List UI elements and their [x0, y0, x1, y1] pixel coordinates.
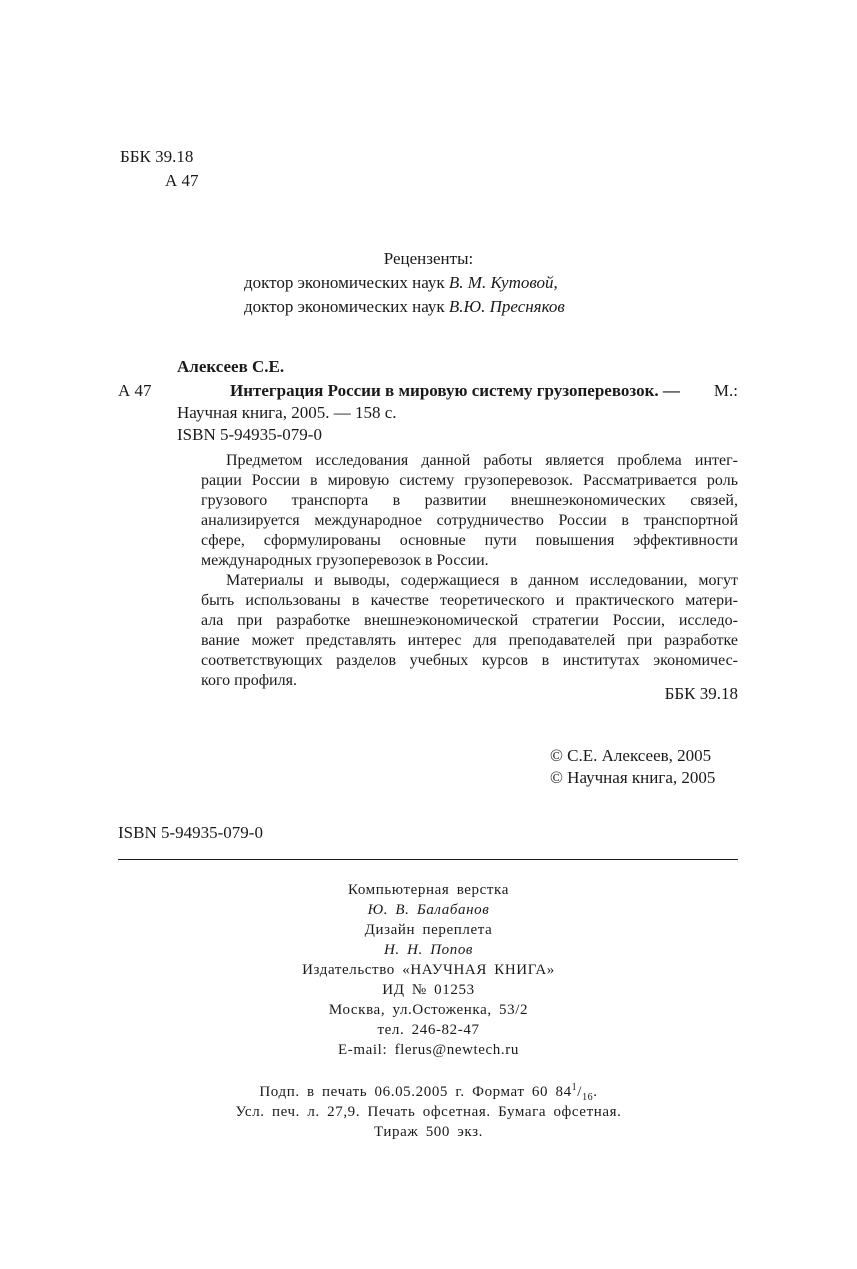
abstract-line: ала при разработке внешнеэкономической стратегии России, исследо-: [201, 612, 738, 629]
publisher-address: Москва, ул.Остоженка, 53/2: [328, 1002, 529, 1018]
design-label: Дизайн переплета: [364, 922, 493, 938]
copyright-block: [550, 745, 715, 789]
circulation: Тираж 500 экз.: [374, 1124, 483, 1140]
isbn-bottom: ISBN 5-94935-079-0: [118, 823, 263, 842]
abstract-line: анализируется международное сотрудничество России в транспортной: [201, 512, 738, 529]
abstract-line: быть использованы в качестве теоретического и практического матери-: [201, 592, 738, 609]
book-title-line: [230, 380, 738, 402]
divider: [118, 859, 738, 860]
publication-city: М.:: [713, 381, 738, 400]
format-sup: 1: [571, 1082, 578, 1093]
layout-person: Ю. В. Балабанов: [367, 902, 490, 918]
print-signed-text: Подп. в печать 06.05.2005 г. Формат 60 84: [259, 1084, 572, 1100]
publisher-name: Издательство «НАУЧНАЯ КНИГА»: [302, 962, 555, 978]
bbk-code: ББК 39.18: [120, 147, 194, 166]
reviewer-name: В.Ю. Пресняков: [448, 297, 565, 316]
publisher-line: Научная книга, 2005. — 158 с.: [177, 403, 397, 422]
abstract-line: рации России в мировую систему грузоперевозок. Рассматривается роль: [201, 472, 738, 489]
reviewer-name: В. М. Кутовой,: [448, 273, 558, 292]
abstract-line: сфере, сформулированы основные пути повышения эффективности: [201, 532, 738, 549]
abstract-line: кого профиля.: [201, 672, 297, 689]
copyright-publisher: © Научная книга, 2005: [550, 768, 716, 787]
abstract-line: Материалы и выводы, содержащиеся в данном исследовании, могут: [226, 572, 738, 589]
reviewer-line: [244, 272, 857, 296]
reviewer-line: [244, 296, 857, 320]
book-code: А 47: [118, 381, 152, 400]
design-person: Н. Н. Попов: [383, 942, 474, 958]
abstract: [201, 451, 738, 691]
abstract-bbk: ББК 39.18: [664, 684, 738, 703]
reviewer-degree: доктор экономических наук: [244, 297, 445, 316]
book-author: Алексеев С.Е.: [177, 357, 285, 376]
reviewers-block: [0, 248, 857, 320]
abstract-line: Предметом исследования данной работы является проблема интег-: [226, 452, 738, 469]
format-sub: 16: [582, 1092, 594, 1103]
layout-label: Компьютерная верстка: [348, 882, 509, 898]
abstract-line: грузового транспорта в развитии внешнеэкономических связей,: [201, 492, 738, 509]
copyright-author: © С.Е. Алексеев, 2005: [550, 746, 712, 765]
author-sign: А 47: [165, 171, 199, 190]
imprint-block: [0, 880, 857, 1142]
print-signed-line: Подп. в печать 06.05.2005 г. Формат 60 $84^1/_{16}$.: [259, 1082, 598, 1103]
classification-block: [120, 146, 199, 194]
abstract-line: соответствующих разделов учебных курсов в институтах экономичес-: [201, 652, 738, 669]
abstract-line: международных грузоперевозок в России.: [201, 552, 489, 569]
spacer: [0, 1060, 857, 1082]
publisher-email: E-mail: flerus@newtech.ru: [338, 1042, 519, 1058]
print-details: Усл. печ. л. 27,9. Печать офсетная. Бумага офсетная.: [235, 1104, 622, 1120]
reviewer-degree: доктор экономических наук: [244, 273, 445, 292]
abstract-line: вание может представлять интерес для преподавателей при разработке: [201, 632, 738, 649]
abstract-paragraph: [201, 571, 738, 691]
license-id: ИД № 01253: [382, 982, 475, 998]
reviewers-heading: Рецензенты:: [383, 249, 474, 268]
format-suffix: .: [593, 1084, 598, 1100]
book-isbn: ISBN 5-94935-079-0: [177, 425, 322, 444]
book-title: Интеграция России в мировую систему грузоперевозок. —: [230, 381, 680, 400]
abstract-paragraph: [201, 451, 738, 571]
publisher-phone: тел. 246-82-47: [377, 1022, 480, 1038]
